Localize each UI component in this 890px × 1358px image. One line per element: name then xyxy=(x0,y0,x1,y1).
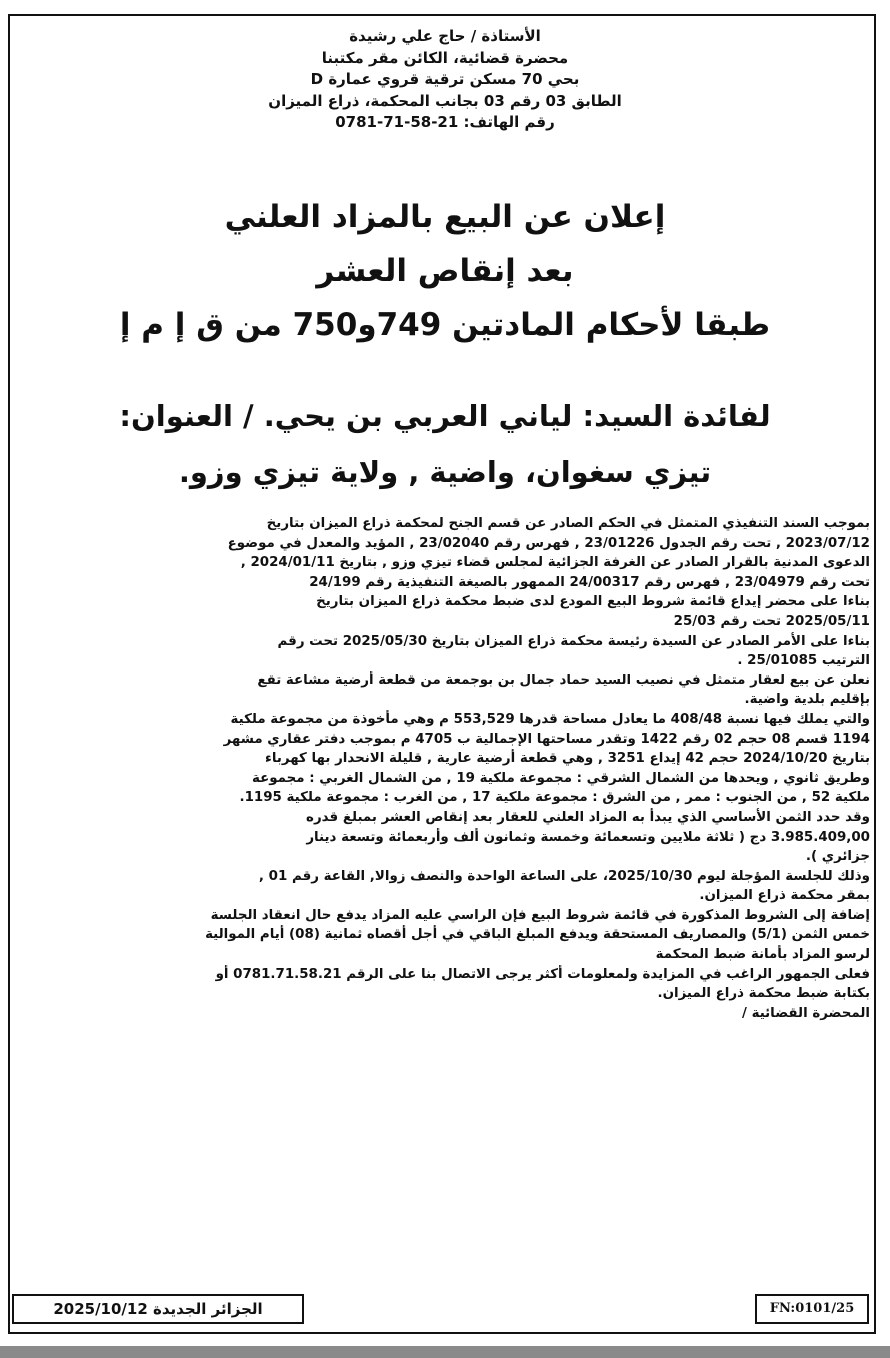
body-line: ملكية 52 , من الجنوب : ممر , من الشرق : مجموعة ملكية 17 , من الغرب : مجموعة ملكية 1195. xyxy=(239,790,870,806)
body-line: الترتيب 25/01085 . xyxy=(737,653,870,669)
body-line: بناءا على الأمر الصادر عن السيدة رئيسة محكمة ذراع الميزان بتاريخ 2025/05/30 تحت رقم xyxy=(277,633,870,649)
bailiff-phone: رقم الهاتف: 21-58-71-0781 xyxy=(335,113,555,131)
bailiff-header xyxy=(120,26,770,134)
signature-line: المحضرة القضائية / xyxy=(742,1005,870,1021)
body-line: نعلن عن بيع لعقار متمثل في نصيب السيد حماد جمال بن بوجمعة من قطعة أرضية مشاعة تقع xyxy=(257,672,870,688)
body-line: وطريق ثانوي , ويحدها من الشمال الشرقي : مجموعة ملكية 19 , من الشمال الغربي : مجموعة xyxy=(252,770,870,786)
bailiff-office: محضرة قضائية، الكائن مقر مكتبنا xyxy=(321,48,569,67)
page-bottom-bar xyxy=(0,1346,890,1358)
beneficiary-line-1: لفائدة السيد: لياني العربي بن يحي. / العنوان: xyxy=(119,399,771,433)
title-line-1: إعلان عن البيع بالمزاد العلني xyxy=(224,199,666,235)
body-line: جزائري ). xyxy=(805,849,870,865)
body-line: 2025/05/11 تحت رقم 25/03 xyxy=(673,613,870,629)
reference-number-box: FN:0101/25 xyxy=(755,1294,869,1324)
notice-body xyxy=(18,514,870,1023)
body-line: إضافة إلى الشروط المذكورة في قائمة شروط البيع فإن الراسي عليه المزاد يدفع حال انعقاد الجلسة xyxy=(210,907,870,923)
beneficiary-line-2: تيزي سغوان، واضية , ولاية تيزي وزو. xyxy=(178,455,712,489)
body-line: بموجب السند التنفيذي المتمثل في الحكم الصادر عن قسم الجنح لمحكمة ذراع الميزان بتاريخ xyxy=(266,516,870,531)
body-line: وذلك للجلسة المؤجلة ليوم 2025/10/30، على الساعة الواحدة والنصف زوالا, القاعة رقم 01 , xyxy=(258,868,870,884)
body-line: بكتابة ضبط محكمة ذراع الميزان. xyxy=(657,986,870,1002)
title-line-2: بعد إنقاص العشر xyxy=(316,253,574,289)
body-line: فعلى الجمهور الراغب في المزايدة ولمعلومات أكثر يرجى الاتصال بنا على الرقم 0781.71.58.21 أو xyxy=(215,966,870,982)
bailiff-address-line-2: الطابق 03 رقم 03 بجانب المحكمة، ذراع الميزان xyxy=(268,91,622,110)
body-line: والتي يملك فيها نسبة 408/48 ما يعادل مساحة قدرها 553,529 م وهي مأخوذة من مجموعة ملكية xyxy=(230,711,870,727)
body-line: 3.985.409,00 دج ( ثلاثة ملايين وتسعمائة وخمسة وثمانون ألف وأربعمائة وتسعة دينار xyxy=(306,829,870,845)
body-line: 2023/07/12 , تحت رقم الجدول 23/01226 , فهرس رقم 23/02040 , المؤيد والمعدل في موضوع xyxy=(227,535,870,551)
body-line: بمقر محكمة ذراع الميزان. xyxy=(699,888,870,904)
beneficiary-block xyxy=(16,388,874,500)
body-line: تحت رقم 23/04979 , فهرس رقم 24/00317 الممهور بالصيغة التنفيذية رقم 24/199 xyxy=(309,574,870,590)
newspaper-date-box: الجزائر الجديدة 2025/10/12 xyxy=(12,1294,304,1324)
body-line: خمس الثمن (5/1) والمصاريف المستحقة ويدفع المبلغ الباقي في أجل أقصاه ثمانية (08) أيام الموالية xyxy=(205,927,870,943)
title-line-3: طبقا لأحكام المادتين 749و750 من ق إ م إ xyxy=(119,307,771,343)
body-line: الدعوى المدنية بالقرار الصادر عن الغرفة الجزائية لمجلس قضاء تيزي وزو , بتاريخ 2024/01/11 , xyxy=(240,555,870,571)
bailiff-name: الأستاذة / حاج علي رشيدة xyxy=(349,27,541,45)
body-line: وقد حدد الثمن الأساسي الذي يبدأ به المزاد العلني للعقار بعد إنقاص العشر بمبلغ قدره xyxy=(306,809,870,825)
notice-title xyxy=(20,190,870,352)
body-line: بتاريخ 2024/10/20 حجم 42 إيداع 3251 , وهي قطعة أرضية عارية , قليلة الانحدار بها كهرباء xyxy=(264,751,870,767)
body-line: لرسو المزاد بأمانة ضبط المحكمة xyxy=(655,947,870,963)
body-line: بإقليم بلدية واضية. xyxy=(744,692,870,708)
body-line: 1194 قسم 08 حجم 02 رقم 1422 وتقدر مساحتها الإجمالية ب 4705 م بموجب دفتر عقاري مشهر xyxy=(223,731,870,747)
body-line: بناءا على محضر إيداع قائمة شروط البيع المودع لدى ضبط محكمة ذراع الميزان بتاريخ xyxy=(316,594,870,610)
bailiff-address-line-1: بحي 70 مسكن ترقية قروي عمارة D xyxy=(310,70,580,88)
